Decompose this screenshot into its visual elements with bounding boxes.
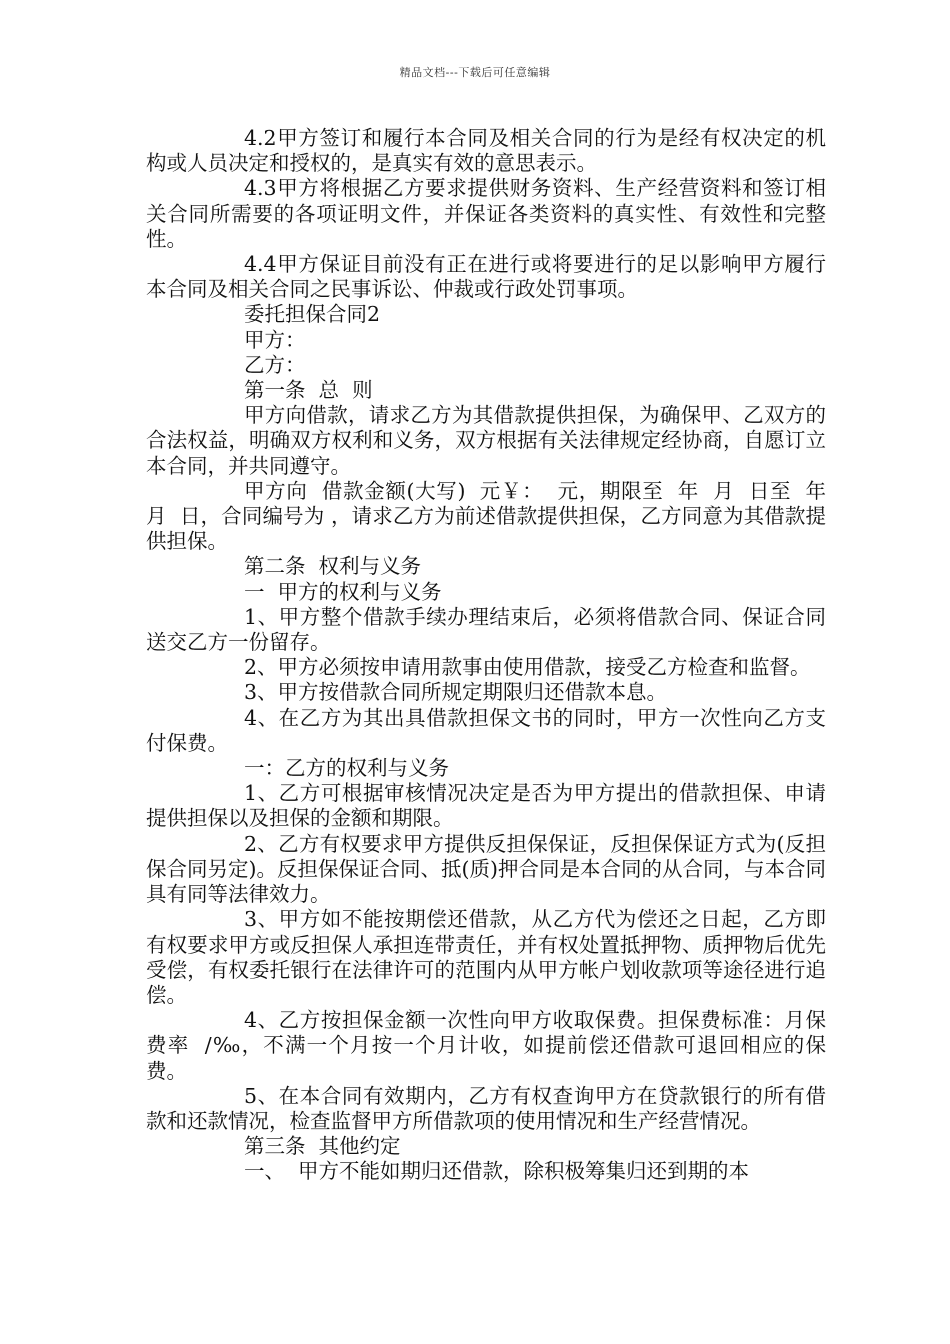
party-b-line: 乙方：	[244, 352, 306, 377]
article-3-heading: 第三条 其他约定	[244, 1134, 401, 1159]
article-1-heading: 第一条 总 则	[244, 378, 373, 403]
party-b-item-1: 1、乙方可根据审核情况决定是否为甲方提出的借款担保、申请提供担保以及担保的金额和期限。	[146, 781, 826, 831]
party-b-item-3: 3、甲方如不能按期偿还借款，从乙方代为偿还之日起，乙方即有权要求甲方或反担保人承担连带责任，并有权处置抵押物、质押物后优先受偿，有权委托银行在法律许可的范围内从甲方帐户划收款项等途径进行追偿。	[146, 907, 826, 1007]
party-b-rights-heading: 一：乙方的权利与义务	[244, 756, 449, 781]
article-3-item-1: 一、 甲方不能如期归还借款，除积极筹集归还到期的本	[244, 1159, 750, 1184]
contract-title: 委托担保合同2	[244, 302, 381, 327]
article-2-heading: 第二条 权利与义务	[244, 554, 422, 579]
party-b-item-2: 2、乙方有权要求甲方提供反担保保证，反担保保证方式为(反担保合同另定)。反担保保证合同、抵(质)押合同是本合同的从合同，与本合同具有同等法律效力。	[146, 831, 826, 907]
party-a-item-1: 1、甲方整个借款手续办理结束后，必须将借款合同、保证合同送交乙方一份留存。	[146, 604, 826, 655]
clause-4-3: 4.3甲方将根据乙方要求提供财务资料、生产经营资料和签订相关合同所需要的各项证明文件，并保证各类资料的真实性、有效性和完整性。	[146, 176, 826, 251]
party-a-item-2: 2、甲方必须按申请用款事由使用借款，接受乙方检查和监督。	[244, 655, 811, 680]
clause-4-4: 4.4甲方保证目前没有正在进行或将要进行的足以影响甲方履行本合同及相关合同之民事诉讼、仲裁或行政处罚事项。	[146, 252, 826, 302]
article-1-paragraph-2: 甲方向 借款金额(大写) 元￥： 元，期限至 年 月 日至 年 月 日，合同编号为 ，请求乙方为前述借款提供担保，乙方同意为其借款提供担保。	[146, 478, 840, 554]
party-a-item-3: 3、甲方按借款合同所规定期限归还借款本息。	[244, 680, 668, 705]
party-a-rights-heading: 一 甲方的权利与义务	[244, 579, 442, 604]
party-a-item-4: 4、在乙方为其出具借款担保文书的同时，甲方一次性向乙方支付保费。	[146, 705, 826, 755]
page-header: 精品文档---下载后可任意编辑	[399, 66, 551, 79]
article-1-paragraph-1: 甲方向借款，请求乙方为其借款提供担保，为确保甲、乙双方的合法权益，明确双方权利和义务，双方根据有关法律规定经协商，自愿订立本合同，并共同遵守。	[146, 403, 826, 478]
party-a-line: 甲方：	[244, 327, 306, 352]
document-body	[146, 126, 840, 1185]
clause-4-2: 4.2甲方签订和履行本合同及相关合同的行为是经有权决定的机构或人员决定和授权的，是真实有效的意思表示。	[146, 126, 826, 176]
party-b-item-5: 5、在本合同有效期内，乙方有权查询甲方在贷款银行的所有借款和还款情况，检查监督甲方所借款项的使用情况和生产经营情况。	[146, 1083, 826, 1133]
party-b-item-4: 4、乙方按担保金额一次性向甲方收取保费。担保费标准：月保费率 /‰，不满一个月按一个月计收，如提前偿还借款可退回相应的保费。	[146, 1008, 826, 1083]
